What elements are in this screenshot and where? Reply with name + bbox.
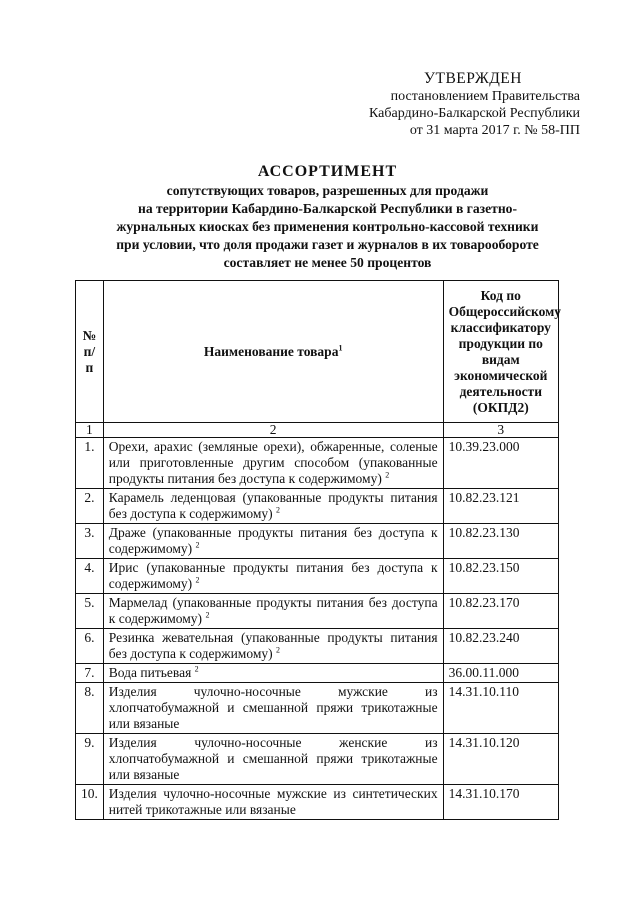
row-okpd2-code: 36.00.11.000 <box>443 664 558 683</box>
column-index-row <box>76 423 559 438</box>
row-okpd2-code: 10.82.23.150 <box>443 559 558 594</box>
title-line-4: при условии, что доля продажи газет и журналов в их товарообороте <box>116 237 539 252</box>
row-okpd2-code: 14.31.10.120 <box>443 734 558 785</box>
table-row <box>76 734 559 785</box>
table-row <box>76 438 559 489</box>
row-number: 9. <box>76 734 104 785</box>
footnote-marker: 2 <box>276 645 280 655</box>
product-name-text: Мармелад (упакованные продукты питания без доступа к содержимому) <box>108 595 438 626</box>
footnote-marker: 2 <box>205 610 210 620</box>
table-row <box>76 629 559 664</box>
row-number: 6. <box>76 629 104 664</box>
product-name-text: Резинка жевательная (упакованные продукты питания без доступа к содержимому) <box>108 630 438 661</box>
row-okpd2-code: 14.31.10.170 <box>443 785 558 820</box>
assortment-table <box>75 280 562 820</box>
row-number: 3. <box>76 524 104 559</box>
column-index-3: 3 <box>443 423 558 438</box>
table-row <box>76 594 559 629</box>
row-number: 4. <box>76 559 104 594</box>
row-product-name <box>103 785 443 820</box>
product-name-text: Орехи, арахис (земляные орехи), обжаренные, соленые или приготовленные другим способом (упакованные продукты питания без доступа к содержимому) <box>108 439 438 486</box>
header-code: Код по Общероссийскому классификатору продукции по видам экономической деятельности (ОКПД2) <box>443 281 558 423</box>
approval-line-1: постановлением Правительства <box>390 89 580 104</box>
row-number: 8. <box>76 683 104 734</box>
footnote-marker: 2 <box>276 505 280 515</box>
product-name-text: Карамель леденцовая (упакованные продукты питания без доступа к содержимому) <box>108 490 438 521</box>
title-line-2: на территории Кабардино-Балкарской Республики в газетно- <box>138 201 517 216</box>
header-name <box>103 281 443 423</box>
approval-stamp <box>340 70 580 139</box>
row-okpd2-code: 10.82.23.170 <box>443 594 558 629</box>
table-header-row <box>76 281 559 423</box>
row-okpd2-code: 10.39.23.000 <box>443 438 558 489</box>
row-okpd2-code: 14.31.10.110 <box>443 683 558 734</box>
approval-line-3: от 31 марта 2017 г. № 58-ПП <box>409 123 580 138</box>
row-product-name <box>103 664 443 683</box>
row-product-name <box>103 438 443 489</box>
row-product-name <box>103 559 443 594</box>
document-title <box>60 162 595 272</box>
table-row <box>76 559 559 594</box>
row-number: 2. <box>76 489 104 524</box>
column-index-2: 2 <box>103 423 443 438</box>
footnote-marker: 2 <box>195 540 200 550</box>
product-name-text: Драже (упакованные продукты питания без доступа к содержимому) <box>108 525 438 556</box>
title-main: АССОРТИМЕНТ <box>257 163 398 180</box>
header-name-text: Наименование товара <box>203 343 339 359</box>
row-number: 1. <box>76 438 104 489</box>
row-number: 10. <box>76 785 104 820</box>
table-row <box>76 489 559 524</box>
product-name-text: Изделия чулочно-носочные женские из хлопчатобумажной и смешанной пряжи трикотажные или вязаные <box>108 735 438 782</box>
row-product-name <box>103 594 443 629</box>
header-name-footnote: 1 <box>338 343 343 352</box>
row-okpd2-code: 10.82.23.240 <box>443 629 558 664</box>
row-product-name <box>103 683 443 734</box>
row-okpd2-code: 10.82.23.130 <box>443 524 558 559</box>
product-name-text: Вода питьевая <box>108 665 192 680</box>
row-product-name <box>103 629 443 664</box>
footnote-marker: 2 <box>195 575 200 585</box>
row-number: 5. <box>76 594 104 629</box>
title-line-1: сопутствующих товаров, разрешенных для продажи <box>166 183 489 198</box>
table-row <box>76 683 559 734</box>
row-product-name <box>103 489 443 524</box>
product-name-text: Ирис (упакованные продукты питания без доступа к содержимому) <box>108 560 438 591</box>
row-product-name <box>103 524 443 559</box>
row-product-name <box>103 734 443 785</box>
table-row <box>76 664 559 683</box>
title-line-5: составляет не менее 50 процентов <box>223 255 432 270</box>
footnote-marker: 2 <box>194 664 199 674</box>
table-row <box>76 785 559 820</box>
product-name-text: Изделия чулочно-носочные мужские из синтетических нитей трикотажные или вязаные <box>108 786 438 817</box>
product-name-text: Изделия чулочно-носочные мужские из хлопчатобумажной и смешанной пряжи трикотажные или вязаные <box>108 684 438 731</box>
table-row <box>76 524 559 559</box>
column-index-1: 1 <box>76 423 104 438</box>
footnote-marker: 2 <box>385 470 390 480</box>
row-number: 7. <box>76 664 104 683</box>
approval-heading: УТВЕРЖДЕН <box>424 70 522 87</box>
approval-line-2: Кабардино-Балкарской Республики <box>369 106 580 121</box>
row-okpd2-code: 10.82.23.121 <box>443 489 558 524</box>
title-line-3: журнальных киосках без применения контрольно-кассовой техники <box>116 219 539 234</box>
header-number: № п/п <box>76 281 104 423</box>
